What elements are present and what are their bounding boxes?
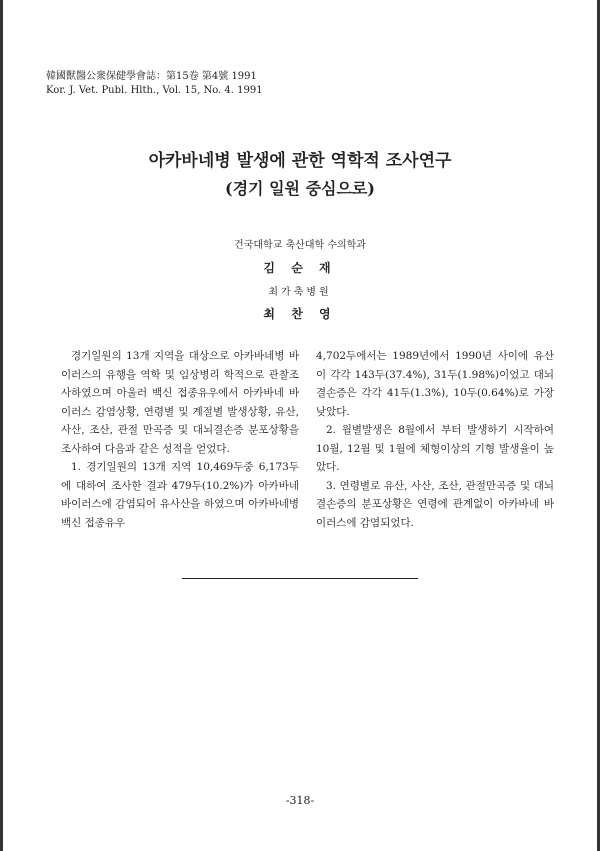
abstract-right-column xyxy=(316,347,554,532)
journal-header-english: Kor. J. Vet. Publ. Hlth., Vol. 15, No. 4. 1991 xyxy=(46,85,263,96)
abstract-paragraph: 4,702두에서는 1989년에서 1990년 사이에 유산이 각각 143두(37.4%), 31두(1.98%)이었고 대뇌결손증은 각각 41두(1.3%), 10두(0.64%)로 가장 낮았다. xyxy=(316,350,554,418)
abstract-paragraph: 1. 경기일원의 13개 지역 10,469두중 6,173두에 대하여 조사한 결과 479두(10.2%)가 아카바네 바이러스에 감염되어 유사산을 하였으며 아카바네병 백신 접종유우 xyxy=(61,461,299,529)
page-number: -318- xyxy=(285,794,315,807)
author-1: 김 순 재 xyxy=(263,261,337,275)
affiliation-2: 최가축병원 xyxy=(268,287,332,298)
paper-subtitle: (경기 일원 중심으로) xyxy=(225,179,375,198)
author-2: 최 찬 영 xyxy=(263,307,337,321)
journal-header-korean: 韓國獸醫公衆保健學會誌：第15卷 第4號 1991 xyxy=(46,71,257,82)
journal-header xyxy=(46,70,263,98)
abstract-paragraph: 경기일원의 13개 지역을 대상으로 아카바네병 바이러스의 유행을 역학 및 임상병리 학적으로 관찰조사하였으며 아울러 백신 접종유우에서 아카바네 바이러스 감염상황, 연령별 및 계절별 발생상황, 유산, 사산, 조산, 관절 만곡증 및 대뇌결손증 분포상황을 조사하여 다음과 같은 성적을 얻었다. xyxy=(61,350,299,455)
paper-title: 아카바네병 발생에 관한 역학적 조사연구 xyxy=(148,151,452,171)
affiliation-1: 건국대학교 축산대학 수의학과 xyxy=(234,240,366,251)
section-divider xyxy=(182,578,418,579)
abstract-paragraph: 2. 월별발생은 8월에서 부터 발생하기 시작하여 10월, 12월 및 1월에 체형이상의 기형 발생율이 높았다. xyxy=(316,424,554,473)
scan-border-left xyxy=(0,0,3,851)
abstract-paragraph: 3. 연령별로 유산, 사산, 조산, 관절만곡증 및 대뇌결손증의 분포상황은 연령에 관계없이 아카바네 바이러스에 감염되었다. xyxy=(316,479,554,529)
abstract-left-column xyxy=(61,347,299,532)
